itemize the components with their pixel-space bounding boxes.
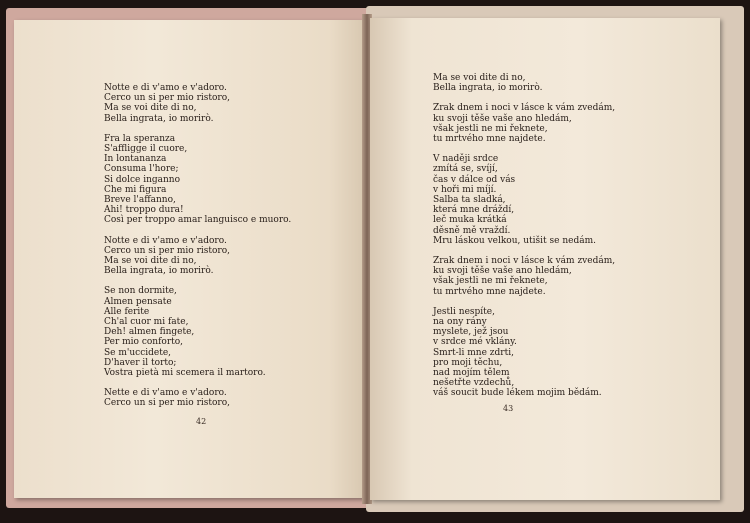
poem-line: nešetřte vzdechů,: [433, 378, 515, 389]
poem-line: která mne dráždí,: [433, 205, 515, 216]
poem-line: In lontananza: [104, 154, 167, 165]
poem-line: leč muka krátká: [433, 215, 507, 226]
poem-line: Cerco un si per mio ristoro,: [104, 93, 231, 104]
poem-line: zmítá se, svíjí,: [433, 164, 498, 175]
stanza: [433, 154, 615, 246]
poem-line: Ma se voi dite di no,: [104, 103, 197, 114]
poem-line: Almen pensate: [104, 296, 172, 307]
poem-line: Bella ingrata, io morirò.: [104, 266, 214, 277]
right-page-number: 43: [503, 404, 514, 413]
poem-line: Fra la speranza: [104, 133, 176, 144]
left-poem-text: [104, 83, 291, 419]
poem-line: Ahi! troppo dura!: [104, 205, 184, 216]
poem-line: Notte e di v'amo e v'adoro.: [104, 235, 227, 246]
poem-line: Salba ta sladká,: [433, 195, 506, 206]
poem-line: Cerco un si per mio ristoro,: [104, 398, 231, 409]
stanza: [104, 83, 291, 124]
poem-line: Che mi figura: [104, 184, 167, 195]
stanza: [433, 256, 615, 297]
poem-line: Ch'al cuor mi fate,: [104, 317, 189, 328]
poem-line: však jestli ne mi řeknete,: [433, 276, 548, 287]
poem-line: děsně mě vraždí.: [433, 225, 511, 236]
poem-line: Bella ingrata, io morirò.: [104, 113, 214, 124]
poem-line: Zrak dnem i noci v lásce k vám zvedám,: [433, 256, 616, 267]
poem-line: tu mrtvého mne najdete.: [433, 134, 546, 145]
poem-line: váš soucit bude lékem mojim bědám.: [433, 388, 602, 399]
poem-line: v hoři mi míjí.: [433, 184, 497, 195]
poem-line: čas v dálce od vás: [433, 174, 516, 185]
poem-line: nad mojím tělem: [433, 368, 510, 379]
stanza: [433, 103, 615, 144]
stanza: [104, 286, 291, 378]
right-page: [370, 18, 720, 500]
poem-line: Zrak dnem i noci v lásce k vám zvedám,: [433, 103, 616, 114]
poem-line: Nette e di v'amo e v'adoro.: [104, 388, 227, 399]
poem-line: ku svoji těše vaše ano hledám,: [433, 113, 572, 124]
poem-line: Ma se voi dite di no,: [104, 256, 197, 267]
left-page-number: 42: [196, 417, 207, 426]
poem-line: Cerco un si per mio ristoro,: [104, 245, 231, 256]
poem-line: Così per troppo amar languisco e muoro.: [104, 215, 292, 226]
poem-line: Breve l'affanno,: [104, 195, 176, 206]
stanza: [104, 236, 291, 277]
poem-line: Bella ingrata, io morirò.: [433, 83, 543, 94]
stanza: [104, 134, 291, 226]
poem-line: ku svoji těše vaše ano hledám,: [433, 266, 572, 277]
poem-line: myslete, jež jsou: [433, 327, 509, 338]
poem-line: pro moji těchu,: [433, 357, 503, 368]
poem-line: Alle ferite: [104, 306, 150, 317]
poem-line: Ma se voi dite di no,: [433, 73, 526, 83]
poem-line: Si dolce inganno: [104, 174, 181, 185]
stanza: [433, 73, 615, 93]
poem-line: tu mrtvého mne najdete.: [433, 286, 546, 297]
poem-line: V naději srdce: [433, 154, 499, 165]
poem-line: D'haver il torto;: [104, 357, 177, 368]
poem-line: Jestli nespíte,: [433, 306, 495, 317]
left-page: [14, 20, 364, 498]
poem-line: Per mio conforto,: [104, 337, 184, 348]
poem-line: Notte e di v'amo e v'adoro.: [104, 83, 227, 93]
poem-line: Consuma l'hore;: [104, 164, 179, 175]
right-poem-text: [433, 73, 615, 409]
stanza: [104, 388, 291, 408]
poem-line: Deh! almen fingete,: [104, 327, 195, 338]
poem-line: Smrt-li mne zdrti,: [433, 347, 514, 358]
poem-line: Se m'uccidete,: [104, 347, 172, 358]
poem-line: však jestli ne mi řeknete,: [433, 123, 548, 134]
poem-line: Vostra pietà mi scemera il martoro.: [104, 368, 266, 379]
poem-line: Se non dormite,: [104, 286, 177, 297]
poem-line: v srdce mé vklány.: [433, 337, 517, 348]
poem-line: S'affligge il cuore,: [104, 144, 188, 155]
poem-line: Mru láskou velkou, utišit se nedám.: [433, 235, 596, 246]
poem-line: na ony rány: [433, 317, 487, 328]
stanza: [433, 307, 615, 399]
